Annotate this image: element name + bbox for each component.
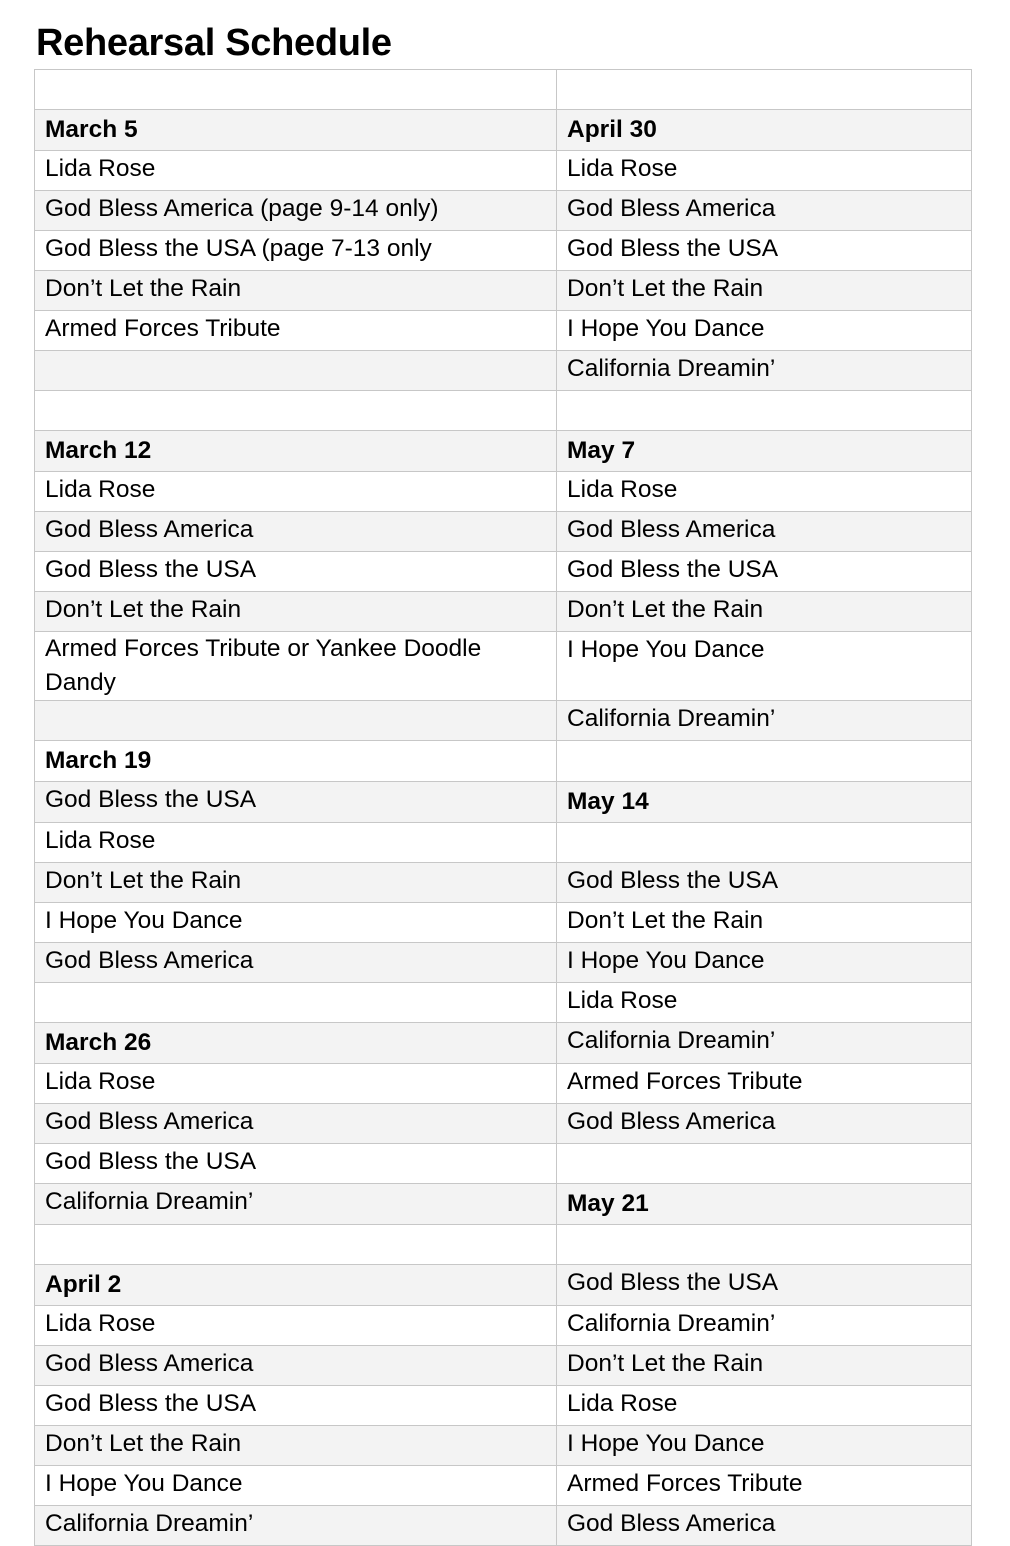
song-cell: California Dreamin’: [557, 701, 972, 741]
schedule-body: [35, 70, 972, 1546]
song-cell: California Dreamin’: [557, 1023, 972, 1064]
table-row: [35, 823, 972, 863]
page-title: Rehearsal Schedule: [36, 22, 392, 64]
song-cell: God Bless the USA: [35, 782, 557, 823]
table-row: [35, 943, 972, 983]
empty-cell: [35, 351, 557, 391]
empty-cell: [35, 1225, 557, 1265]
table-row: [35, 1306, 972, 1346]
table-row: [35, 903, 972, 943]
date-header-cell: April 30: [557, 110, 972, 151]
song-cell: God Bless the USA: [557, 552, 972, 592]
song-cell: Armed Forces Tribute: [557, 1064, 972, 1104]
song-cell: Don’t Let the Rain: [35, 271, 557, 311]
table-row: [35, 1386, 972, 1426]
table-row: [35, 1346, 972, 1386]
date-header-cell: April 2: [35, 1265, 557, 1306]
song-cell: Armed Forces Tribute: [35, 311, 557, 351]
table-row: [35, 512, 972, 552]
date-header-cell: March 19: [35, 741, 557, 782]
song-cell: I Hope You Dance: [557, 311, 972, 351]
song-cell: I Hope You Dance: [557, 632, 972, 701]
song-cell: God Bless America: [557, 1104, 972, 1144]
table-row: [35, 1184, 972, 1225]
empty-cell: [557, 823, 972, 863]
table-row: [35, 311, 972, 351]
song-cell: I Hope You Dance: [557, 1426, 972, 1466]
empty-cell: [557, 1144, 972, 1184]
song-cell: God Bless the USA: [557, 231, 972, 271]
song-cell: California Dreamin’: [35, 1506, 557, 1546]
song-cell: I Hope You Dance: [35, 1466, 557, 1506]
song-cell: God Bless America: [35, 1346, 557, 1386]
table-row: [35, 110, 972, 151]
table-row: [35, 632, 972, 701]
empty-cell: [35, 391, 557, 431]
song-cell: God Bless the USA (page 7-13 only: [35, 231, 557, 271]
table-row: [35, 1466, 972, 1506]
table-row: [35, 1144, 972, 1184]
table-row: [35, 1506, 972, 1546]
song-cell: God Bless America: [557, 1506, 972, 1546]
song-cell: God Bless America: [35, 1104, 557, 1144]
song-cell: Don’t Let the Rain: [35, 1426, 557, 1466]
song-cell: God Bless America: [35, 943, 557, 983]
date-header-cell: May 14: [557, 782, 972, 823]
song-cell: Lida Rose: [35, 472, 557, 512]
table-row: [35, 391, 972, 431]
table-row: [35, 741, 972, 782]
song-cell: Don’t Let the Rain: [557, 903, 972, 943]
table-row: [35, 592, 972, 632]
table-row: [35, 983, 972, 1023]
song-cell: God Bless the USA: [557, 863, 972, 903]
song-cell: Armed Forces Tribute: [557, 1466, 972, 1506]
song-cell: God Bless America: [35, 512, 557, 552]
song-cell: Lida Rose: [35, 1306, 557, 1346]
rehearsal-schedule-table: [34, 69, 972, 1546]
song-cell: Don’t Let the Rain: [35, 592, 557, 632]
table-row: [35, 431, 972, 472]
song-cell: God Bless America (page 9-14 only): [35, 191, 557, 231]
song-cell: Armed Forces Tribute or Yankee Doodle Dandy: [35, 632, 557, 701]
table-row: [35, 191, 972, 231]
empty-cell: [557, 70, 972, 110]
table-row: [35, 701, 972, 741]
date-header-cell: May 7: [557, 431, 972, 472]
song-cell: California Dreamin’: [557, 1306, 972, 1346]
table-row: [35, 1426, 972, 1466]
song-cell: Lida Rose: [35, 151, 557, 191]
table-row: [35, 1225, 972, 1265]
empty-cell: [557, 391, 972, 431]
song-cell: God Bless the USA: [557, 1265, 972, 1306]
empty-cell: [557, 741, 972, 782]
table-row: [35, 70, 972, 110]
song-cell: I Hope You Dance: [557, 943, 972, 983]
empty-cell: [35, 983, 557, 1023]
date-header-cell: March 26: [35, 1023, 557, 1064]
empty-cell: [35, 701, 557, 741]
song-cell: Lida Rose: [557, 1386, 972, 1426]
song-cell: Don’t Let the Rain: [557, 271, 972, 311]
song-cell: Lida Rose: [35, 1064, 557, 1104]
song-cell: Don’t Let the Rain: [35, 863, 557, 903]
table-row: [35, 231, 972, 271]
song-cell: God Bless America: [557, 191, 972, 231]
song-cell: California Dreamin’: [557, 351, 972, 391]
table-row: [35, 1104, 972, 1144]
date-header-cell: March 12: [35, 431, 557, 472]
table-row: [35, 351, 972, 391]
table-row: [35, 151, 972, 191]
song-cell: God Bless America: [557, 512, 972, 552]
song-cell: God Bless the USA: [35, 1144, 557, 1184]
date-header-cell: March 5: [35, 110, 557, 151]
song-cell: God Bless the USA: [35, 1386, 557, 1426]
table-row: [35, 552, 972, 592]
date-header-cell: May 21: [557, 1184, 972, 1225]
table-row: [35, 863, 972, 903]
song-cell: Lida Rose: [35, 823, 557, 863]
empty-cell: [35, 70, 557, 110]
table-row: [35, 1265, 972, 1306]
empty-cell: [557, 1225, 972, 1265]
song-cell: Don’t Let the Rain: [557, 592, 972, 632]
table-row: [35, 271, 972, 311]
song-cell: Lida Rose: [557, 151, 972, 191]
song-cell: Lida Rose: [557, 983, 972, 1023]
song-cell: God Bless the USA: [35, 552, 557, 592]
song-cell: California Dreamin’: [35, 1184, 557, 1225]
table-row: [35, 1064, 972, 1104]
song-cell: Don’t Let the Rain: [557, 1346, 972, 1386]
song-cell: I Hope You Dance: [35, 903, 557, 943]
table-row: [35, 1023, 972, 1064]
table-row: [35, 782, 972, 823]
song-cell: Lida Rose: [557, 472, 972, 512]
table-row: [35, 472, 972, 512]
